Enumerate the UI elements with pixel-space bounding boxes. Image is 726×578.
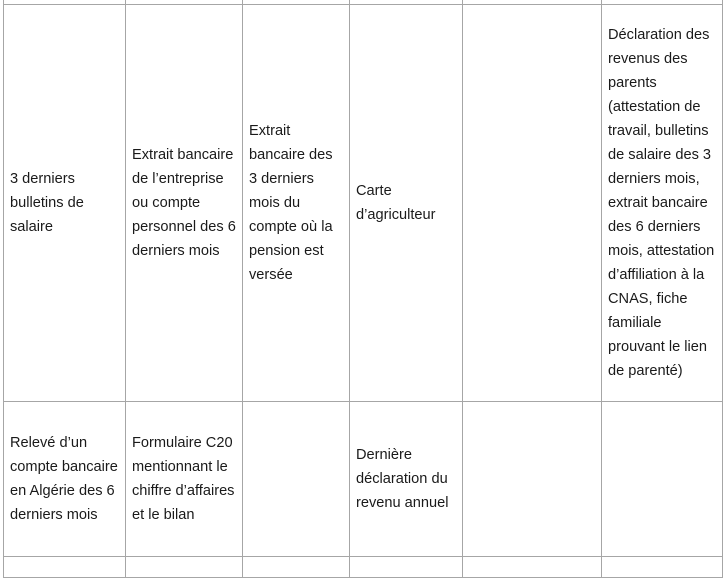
table-cell (602, 557, 723, 578)
table-cell (4, 557, 126, 578)
table-cell (243, 557, 350, 578)
table-cell (243, 402, 350, 557)
table-row (4, 402, 723, 557)
cell-text: Carte d’agriculteur (356, 183, 436, 223)
table-cell (350, 402, 463, 557)
table-cell (126, 5, 243, 402)
table-cell (126, 402, 243, 557)
table-cell (4, 5, 126, 402)
table-cell (243, 5, 350, 402)
cell-text: Extrait bancaire des 3 derniers mois du compte où la pension est versée (249, 123, 333, 283)
cell-text: Extrait bancaire de l’entreprise ou compte personnel des 6 derniers mois (132, 147, 236, 259)
table-row-bottom-edge (4, 557, 723, 578)
table-cell (350, 5, 463, 402)
table-row (4, 5, 723, 402)
table-cell (4, 402, 126, 557)
table-cell (463, 5, 602, 402)
cell-text: 3 derniers bulletins de salaire (10, 171, 84, 235)
table-cell (463, 557, 602, 578)
table-cell (463, 402, 602, 557)
cell-text: Formulaire C20 mentionnant le chiffre d’affaires et le bilan (132, 435, 235, 523)
table-cell (350, 557, 463, 578)
table-cell (602, 402, 723, 557)
cell-text: Déclaration des revenus des parents (attestation de travail, bulletins de salaire des 3 derniers mois, extrait bancaire des 6 derniers mois, attestation d’affiliation à la CNAS, fiche familiale prouvant le lien de parenté) (608, 27, 715, 379)
cell-text: Dernière déclaration du revenu annuel (356, 447, 449, 511)
table-cell (126, 557, 243, 578)
cell-text: Relevé d’un compte bancaire en Algérie des 6 derniers mois (10, 435, 118, 523)
documents-table (3, 0, 723, 578)
table-cell (602, 5, 723, 402)
